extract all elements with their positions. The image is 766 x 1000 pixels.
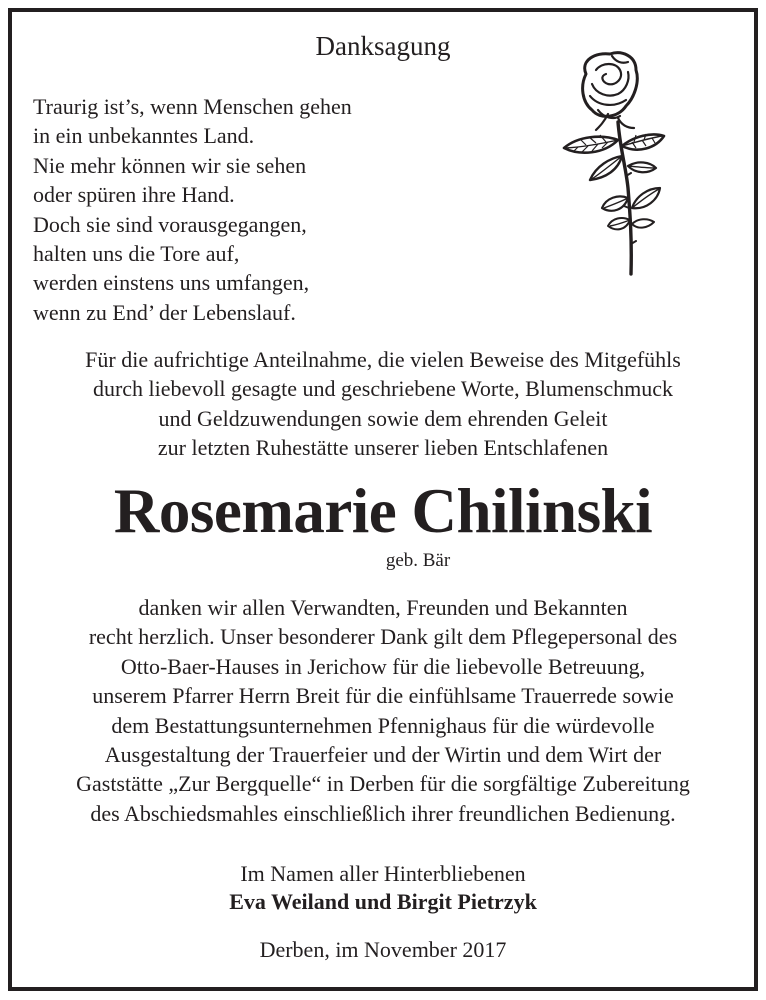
intro-line: durch liebevoll gesagte und geschriebene Worte, Blumenschmuck [92,376,674,402]
notice-heading: Danksagung [315,31,451,61]
intro-line: und Geldzuwendungen sowie dem ehrenden Geleit [158,405,608,431]
intro-line: zur letzten Ruhestätte unserer lieben Entschlafenen [157,435,609,461]
maiden-name: geb. Bär [385,550,451,571]
poem-line: in ein unbekanntes Land. [33,123,255,149]
poem-line: Traurig ist’s, wenn Menschen gehen [33,94,352,119]
maiden-name-wrapper [0,549,766,573]
thanks-line: danken wir allen Verwandten, Freunden und Bekannten [138,595,628,620]
poem-line: oder spüren ihre Hand. [33,182,235,208]
poem-line: Doch sie sind vorausgegangen, [33,211,307,237]
thanks-line: des Abschiedsmahles einschließlich ihrer freundlichen Bedienung. [90,800,676,826]
thanks-line: recht herzlich. Unser besonderer Dank gilt dem Pflegepersonal des [88,624,678,650]
rose-icon [556,48,676,276]
thanks-line: dem Bestattungsunternehmen Pfennighaus für die würdevolle [111,712,655,738]
thanks-paragraph [0,593,766,828]
place-date: Derben, im November 2017 [259,937,507,962]
on-behalf-text: Im Namen aller Hinterbliebenen [240,861,526,886]
intro-line: Für die aufrichtige Anteilnahme, die vielen Beweise des Mitgefühls [85,347,681,372]
poem-line: Nie mehr können wir sie sehen [33,152,307,178]
deceased-name: Rosemarie Chilinski [113,476,653,546]
signers: Eva Weiland und Birgit Pietrzyk [229,889,537,914]
thanks-line: Ausgestaltung der Trauerfeier und der Wirtin und dem Wirt der [104,742,662,768]
poem-line: halten uns die Tore auf, [33,241,240,267]
intro-paragraph [0,345,766,463]
poem-line: wenn zu End’ der Lebenslauf. [33,299,296,325]
thanks-line: Gaststätte „Zur Bergquelle“ in Derben für die sorgfältige Zubereitung [76,771,690,797]
thanks-line: unserem Pfarrer Herrn Breit für die einfühlsame Trauerrede sowie [92,683,674,709]
poem [33,92,352,327]
poem-line: werden einstens uns umfangen, [33,270,310,296]
thanks-line: Otto-Baer-Hauses in Jerichow für die liebevolle Betreuung, [120,653,646,679]
